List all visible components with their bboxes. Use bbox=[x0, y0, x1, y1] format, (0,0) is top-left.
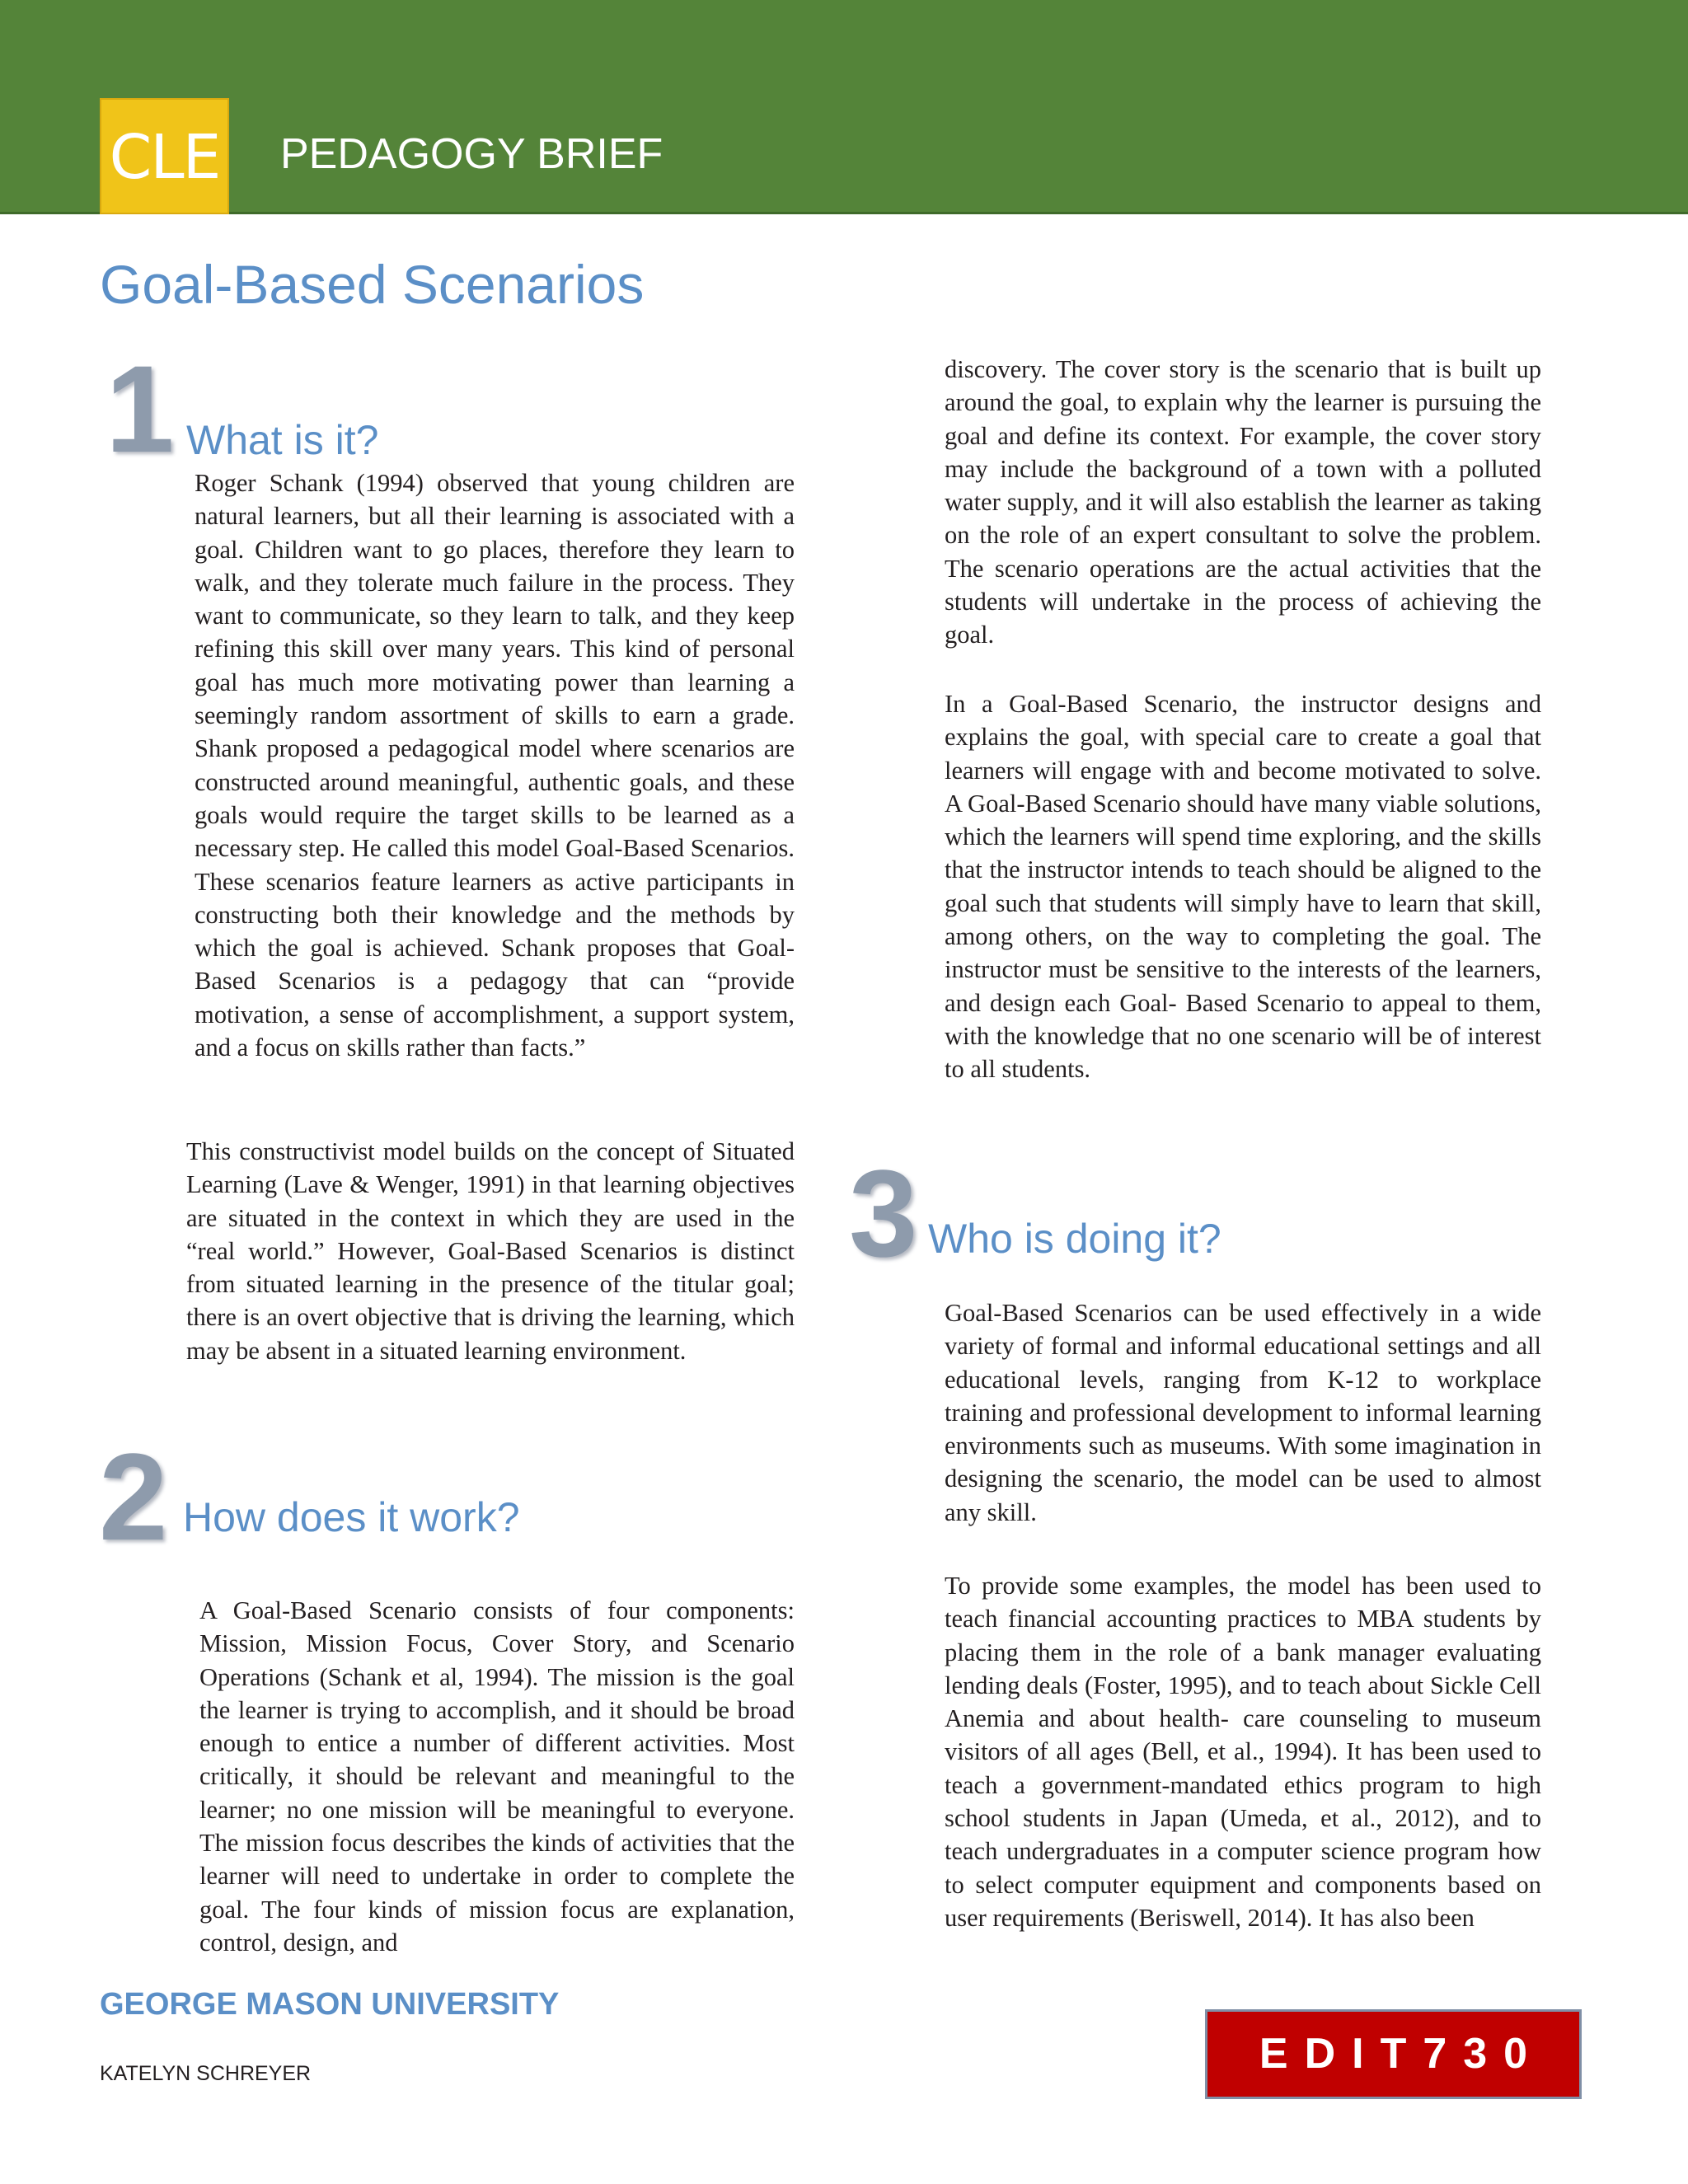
section-heading-2: How does it work? bbox=[183, 1494, 520, 1540]
course-badge: EDIT730 bbox=[1205, 2009, 1582, 2099]
section-number-2: 2 bbox=[99, 1427, 168, 1566]
section-heading-1: What is it? bbox=[186, 417, 379, 463]
paragraph-how-1: A Goal-Based Scenario consists of four components: Mission, Mission Focus, Cover Story, and Scenario Operations (Schank et al, 1994). The mission is the goal the learner is trying to accomplish, and it should be broad enough to entice a number of different activities. Most critically, it should be relevant and meaningful to the learner; no one mission will be meaningful to everyone. The mission focus describes the kinds of activities that the learner will need to undertake in order to complete the goal. The four kinds of mission focus are explanation, control, design, and bbox=[199, 1596, 795, 1957]
paragraph-instructor: In a Goal-Based Scenario, the instructor designs and explains the goal, with special care to create a goal that learners will engage with and become motivated to solve. A Goal-Based Scenario should have many viable solutions, which the learners will spend time exploring, and the skills that the instructor intends to teach should be aligned to the goal such that students will simply have to learn that skill, among others, on the way to completing the goal. The instructor must be sensitive to the interests of the learners, and design each Goal- Based Scenario to appeal to them, with the knowledge that no one scenario will be of interest to all students. bbox=[945, 690, 1541, 1084]
author-name: KATELYN SCHREYER bbox=[100, 2062, 312, 2085]
paragraph-cover-story: discovery. The cover story is the scenario that is built up around the goal, to explain why the learner is pursuing the goal and define its context. For example, the cover story may include the background of a town with a polluted water supply, and it will also establish the learner as taking on the role of an expert consultant to solve the problem. The scenario operations are the actual activities that the students will undertake in the process of achieving the goal. bbox=[945, 355, 1541, 649]
header-banner bbox=[0, 0, 1688, 214]
paragraph-who-2: To provide some examples, the model has been used to teach financial accounting practices to MBA students by placing them in the role of a bank manager evaluating lending deals (Foster, 1995), and to teach about Sickle Cell Anemia and about health- care counseling to museum visitors of all ages (Bell, et al., 1994). It has been used to teach a government-mandated ethics program to high school students in Japan (Umeda, et al., 2012), and to teach undergraduates in a computer science program how to select computer equipment and components based on user requirements (Beriswell, 2014). It has also been bbox=[945, 1572, 1541, 1932]
paragraph-who-1: Goal-Based Scenarios can be used effectively in a wide variety of formal and informal educational settings and all educational levels, ranging from K-12 to workplace training and professional development to informal learning environments such as museums. With some imagination in designing the scenario, the model can be used to almost any skill. bbox=[945, 1299, 1541, 1526]
paragraph-what-1: Roger Schank (1994) observed that young children are natural learners, but all their learning is associated with a goal. Children want to go places, therefore they learn to walk, and they tolerate much failure in the process. They want to communicate, so they learn to talk, and they keep refining this skill over many years. This kind of personal goal has much more motivating power than learning a seemingly random assortment of skills to earn a grade. Shank proposed a pedagogical model where scenarios are constructed around meaningful, authentic goals, and these goals would require the target skills to be learned as a necessary step. He called this model Goal-Based Scenarios. These scenarios feature learners as active participants in constructing both their knowledge and the methods by which the goal is achieved. Schank proposes that Goal-Based Scenarios is a pedagogy that can “provide motivation, a sense of accomplishment, a support system, and a focus on skills rather than facts.” bbox=[195, 469, 795, 1062]
university-name: GEORGE MASON UNIVERSITY bbox=[100, 1987, 560, 2022]
section-number-3: 3 bbox=[849, 1144, 918, 1282]
section-number-1: 1 bbox=[106, 340, 175, 478]
brief-label: PEDAGOGY BRIEF bbox=[280, 130, 663, 178]
page-title: Goal-Based Scenarios bbox=[100, 254, 645, 315]
paragraph-what-2: This constructivist model builds on the concept of Situated Learning (Lave & Wenger, 1991) in that learning objectives are situated in the context in which they are used in the “real world.” However, Goal-Based Scenarios is distinct from situated learning in the presence of the titular goal; there is an overt objective that is driving the learning, which may be absent in a situated learning environment. bbox=[186, 1137, 795, 1365]
section-heading-3: Who is doing it? bbox=[928, 1216, 1221, 1262]
cle-logo: CLE bbox=[100, 98, 229, 214]
